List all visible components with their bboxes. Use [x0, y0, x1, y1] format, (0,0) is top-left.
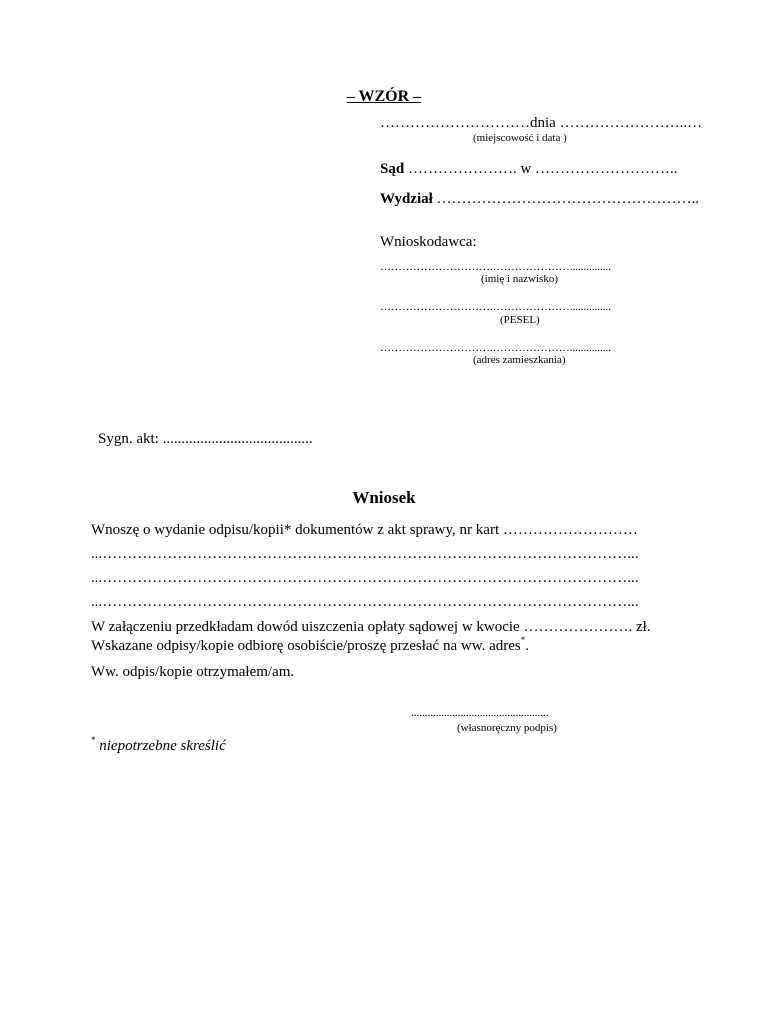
- document-title: – WZÓR –: [346, 88, 422, 105]
- delivery-footnote-mark: *: [520, 635, 526, 645]
- received-line: Ww. odpis/kopie otrzymałem/am.: [91, 664, 295, 680]
- request-dots-1: ...……………………………………………………………………………………………...: [91, 546, 639, 562]
- delivery-end: .: [525, 638, 529, 654]
- signature-caption: (własnoręczny podpis): [457, 722, 557, 734]
- applicant-label: Wnioskodawca:: [380, 234, 477, 250]
- address-caption: (adres zamieszkania): [473, 354, 566, 366]
- request-heading: Wniosek: [352, 488, 416, 507]
- division-line: [380, 191, 699, 208]
- applicant-name-caption: (imię i nazwisko): [481, 273, 558, 285]
- case-number: Sygn. akt: ........................................: [98, 431, 313, 447]
- delivery-line: [91, 635, 529, 655]
- signature-line: ..................................................: [411, 707, 549, 719]
- division-label: Wydział: [380, 191, 433, 207]
- footnote-text: niepotrzebne skreślić: [95, 738, 226, 754]
- applicant-name-line: ………………………….…………………...............: [380, 261, 611, 273]
- fee-line: W załączeniu przedkładam dowód uiszczenia opłaty sądowej w kwocie …………………. zł.: [91, 619, 651, 635]
- place-date-line: …………………………dnia ……………………..…: [380, 115, 703, 131]
- place-date-caption: (miejscowość i data ): [473, 132, 567, 144]
- court-field: …………………. w ………………………..: [404, 161, 678, 177]
- request-dots-3: ...……………………………………………………………………………………………...: [91, 594, 639, 610]
- pesel-line: ………………………….…………………...............: [380, 301, 611, 313]
- footnote-mark: *: [91, 735, 96, 745]
- delivery-text: Wskazane odpisy/kopie odbiorę osobiście/proszę przesłać na ww. adres: [91, 638, 521, 654]
- request-dots-2: ...……………………………………………………………………………………………...: [91, 570, 639, 586]
- footnote: [91, 735, 226, 755]
- pesel-caption: (PESEL): [500, 314, 540, 326]
- court-line: [380, 161, 678, 178]
- division-field: ……………………………………………..: [432, 191, 700, 207]
- request-line-1: Wnoszę o wydanie odpisu/kopii* dokumentów z akt sprawy, nr kart ………………………: [91, 522, 638, 538]
- address-line: ………………………….…………………...............: [380, 342, 611, 354]
- court-label: Sąd: [380, 161, 405, 177]
